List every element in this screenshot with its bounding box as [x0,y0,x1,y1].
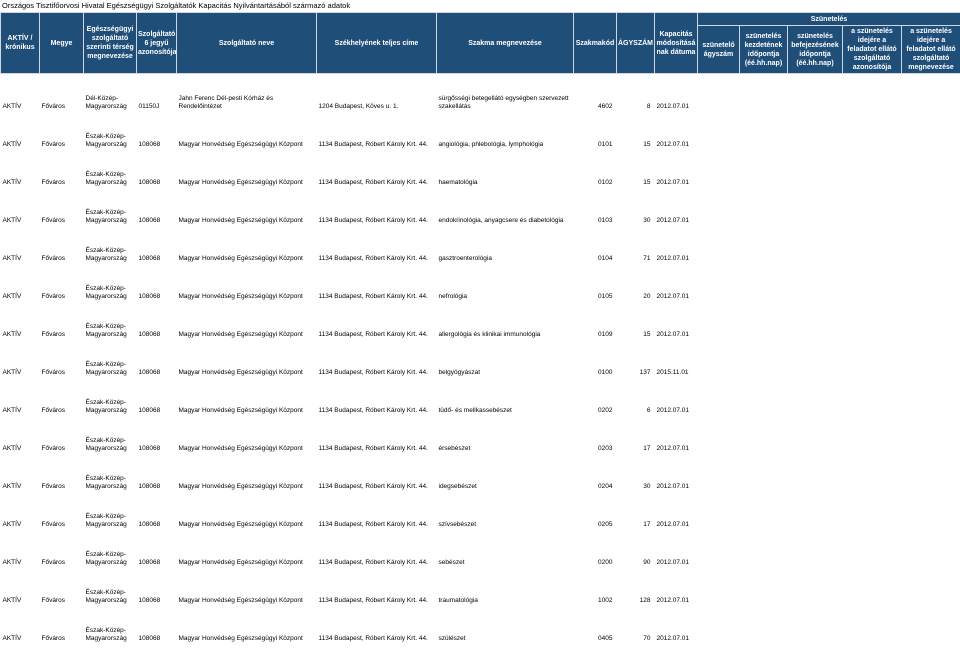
cell-beds: 6 [646,407,651,414]
cell-mod-date: 2012.07.01 [656,293,690,300]
cell-type: AKTÍV [2,483,22,490]
cell-provider-name: Magyar Honvédség Egészségügyi Központ [178,445,303,452]
cell-suspended-beds [698,492,740,530]
cell-provider-id: 108068 [138,483,161,490]
cell-county: Főváros [41,293,65,300]
cell-type: AKTÍV [2,559,22,566]
cell-suspension-end [788,378,843,416]
cell-provider-id: 108068 [138,141,161,148]
table-row [1,378,960,416]
cell-code: 0100 [598,369,613,376]
cell-code: 0101 [598,141,613,148]
cell-substitute-id [843,492,902,530]
cell-mod-date: 2012.07.01 [656,559,690,566]
cell-provider-id: 108068 [138,255,161,262]
cell-substitute-name [902,188,960,226]
cell-substitute-id [843,454,902,492]
cell-beds: 8 [646,103,651,110]
cell-suspended-beds [698,112,740,150]
cell-provider-name: Magyar Honvédség Egészségügyi Központ [178,293,303,300]
cell-substitute-id [843,530,902,568]
document-title: Országos Tisztifőorvosi Hivatal Egészségügyi Szolgáltatók Kapacitás Nyilvántartásából származó adatok [0,0,960,12]
cell-code: 0405 [598,635,613,642]
cell-beds: 30 [643,217,651,224]
cell-county: Főváros [41,179,65,186]
cell-provider-name: Magyar Honvédség Egészségügyi Központ [178,179,303,186]
cell-provider-id: 108068 [138,445,161,452]
cell-provider-name: Magyar Honvédség Egészségügyi Központ [178,331,303,338]
cell-suspension-end [788,264,843,302]
cell-suspended-beds [698,530,740,568]
col-header-substitute-id: a szünetelés idejére a feladatot ellátó szolgáltató azonosítója [843,26,902,74]
cell-address: 1134 Budapest, Róbert Károly Krt. 44. [318,255,428,262]
cell-mod-date: 2015.11.01 [656,369,689,376]
cell-mod-date: 2012.07.01 [656,217,690,224]
cell-mod-date: 2012.07.01 [656,635,690,642]
col-header-county: Megye [40,13,84,74]
cell-suspension-start [740,74,788,113]
cell-provider-id: 108068 [138,559,161,566]
cell-provider-name: Magyar Honvédség Egészségügyi Központ [178,141,303,148]
col-header-suspension-end: szünetelés befejezésének időpontja (éé.hh.nap) [788,26,843,74]
cell-address: 1134 Budapest, Róbert Károly Krt. 44. [318,141,428,148]
capacity-table [0,12,960,644]
cell-specialty: angiológia, phlebológia, lymphológia [438,141,544,148]
cell-beds: 15 [643,331,651,338]
cell-suspension-start [740,378,788,416]
cell-substitute-id [843,226,902,264]
cell-mod-date: 2012.07.01 [656,255,690,262]
cell-mod-date: 2012.07.01 [656,407,690,414]
cell-substitute-id [843,568,902,606]
cell-mod-date: 2012.07.01 [656,331,690,338]
cell-specialty: endokrinológia, anyagcsere és diabetológia [438,217,564,224]
cell-region: Észak-Közép-Magyarország [85,399,127,414]
cell-specialty: szívsebészet [438,521,477,528]
cell-code: 0104 [598,255,613,262]
cell-type: AKTÍV [2,217,22,224]
cell-beds: 70 [643,635,651,642]
cell-provider-id: 108068 [138,369,161,376]
cell-address: 1134 Budapest, Róbert Károly Krt. 44. [318,597,428,604]
cell-specialty: tüdő- és mellkassebészet [438,407,512,414]
table-row [1,340,960,378]
cell-code: 0105 [598,293,613,300]
cell-suspended-beds [698,150,740,188]
table-row [1,188,960,226]
table-row [1,112,960,150]
cell-type: AKTÍV [2,407,22,414]
cell-type: AKTÍV [2,141,22,148]
cell-suspension-start [740,340,788,378]
cell-county: Főváros [41,407,65,414]
cell-specialty: belgyógyászat [438,369,481,376]
cell-county: Főváros [41,331,65,338]
cell-specialty: sebészet [438,559,465,566]
cell-substitute-name [902,112,960,150]
cell-type: AKTÍV [2,179,22,186]
cell-suspension-start [740,568,788,606]
cell-beds: 30 [643,483,651,490]
cell-suspended-beds [698,226,740,264]
cell-substitute-name [902,454,960,492]
cell-code: 0205 [598,521,613,528]
col-header-address: Székhelyének teljes címe [317,13,437,74]
cell-suspension-start [740,188,788,226]
cell-county: Főváros [41,445,65,452]
cell-substitute-id [843,606,902,644]
cell-region: Dél-Közép-Magyarország [85,95,127,110]
cell-suspension-start [740,454,788,492]
cell-region: Észak-Közép-Magyarország [85,627,127,642]
cell-suspended-beds [698,340,740,378]
cell-specialty: nefrológia [438,293,468,300]
cell-substitute-id [843,74,902,113]
cell-substitute-name [902,606,960,644]
cell-suspension-end [788,74,843,113]
cell-beds: 137 [639,369,651,376]
cell-county: Főváros [41,141,65,148]
cell-suspension-start [740,226,788,264]
cell-code: 0102 [598,179,613,186]
cell-region: Észak-Közép-Magyarország [85,437,127,452]
cell-specialty: allergológia és klinikai immunológia [438,331,541,338]
cell-substitute-name [902,226,960,264]
cell-suspended-beds [698,264,740,302]
cell-substitute-name [902,530,960,568]
cell-provider-id: 108068 [138,635,161,642]
cell-specialty: érsebészet [438,445,471,452]
cell-provider-name: Magyar Honvédség Egészségügyi Központ [178,635,303,642]
table-body [1,74,960,645]
cell-code: 0109 [598,331,613,338]
cell-suspension-end [788,606,843,644]
cell-type: AKTÍV [2,597,22,604]
cell-suspension-start [740,530,788,568]
cell-suspension-start [740,606,788,644]
cell-type: AKTÍV [2,445,22,452]
cell-code: 1002 [598,597,613,604]
cell-suspension-end [788,188,843,226]
cell-suspension-start [740,264,788,302]
cell-suspension-start [740,492,788,530]
table-row [1,150,960,188]
cell-suspension-start [740,302,788,340]
cell-substitute-name [902,74,960,113]
cell-provider-id: 108068 [138,217,161,224]
cell-substitute-id [843,416,902,454]
cell-mod-date: 2012.07.01 [656,483,690,490]
cell-address: 1134 Budapest, Róbert Károly Krt. 44. [318,445,428,452]
cell-suspension-end [788,492,843,530]
cell-address: 1134 Budapest, Róbert Károly Krt. 44. [318,331,428,338]
cell-address: 1134 Budapest, Róbert Károly Krt. 44. [318,293,428,300]
cell-provider-id: 108068 [138,179,161,186]
cell-provider-name: Magyar Honvédség Egészségügyi Központ [178,217,303,224]
table-row [1,416,960,454]
table-row [1,606,960,644]
col-header-provider-name: Szolgáltató neve [177,13,317,74]
col-header-region: Egészségügyi szolgáltató szerinti térség megnevezése [84,13,137,74]
cell-code: 0200 [598,559,613,566]
cell-specialty: idegsebészet [438,483,477,490]
cell-substitute-id [843,112,902,150]
cell-suspension-end [788,112,843,150]
cell-suspended-beds [698,188,740,226]
cell-substitute-name [902,302,960,340]
cell-substitute-id [843,264,902,302]
cell-type: AKTÍV [2,521,22,528]
cell-suspension-start [740,112,788,150]
cell-region: Észak-Közép-Magyarország [85,361,127,376]
cell-provider-name: Magyar Honvédség Egészségügyi Központ [178,407,303,414]
cell-specialty: szülészet [438,635,466,642]
cell-specialty: sürgősségi betegellátó egységben szervezett szakellátás [438,95,569,110]
cell-substitute-name [902,492,960,530]
cell-suspension-end [788,568,843,606]
cell-mod-date: 2012.07.01 [656,103,690,110]
cell-beds: 15 [643,179,651,186]
cell-provider-id: 01150J [138,103,160,110]
cell-substitute-id [843,150,902,188]
cell-suspended-beds [698,74,740,113]
col-header-group-suspension: Szünetelés [698,13,960,26]
cell-suspension-start [740,416,788,454]
cell-beds: 17 [643,445,651,452]
cell-provider-name: Jahn Ferenc Dél-pesti Kórház és Rendelőintézet [178,95,274,110]
cell-beds: 20 [643,293,651,300]
cell-code: 0103 [598,217,613,224]
cell-suspension-start [740,150,788,188]
cell-county: Főváros [41,559,65,566]
cell-code: 0203 [598,445,613,452]
cell-type: AKTÍV [2,293,22,300]
cell-provider-id: 108068 [138,293,161,300]
cell-type: AKTÍV [2,103,22,110]
cell-suspension-end [788,454,843,492]
table-row [1,226,960,264]
cell-code: 0204 [598,483,613,490]
cell-specialty: traumatológia [438,597,478,604]
col-header-mod-date: Kapacitás módosításá nak dátuma [655,13,698,74]
cell-specialty: gasztroenterológia [438,255,492,262]
cell-provider-name: Magyar Honvédség Egészségügyi Központ [178,597,303,604]
cell-suspended-beds [698,568,740,606]
cell-beds: 15 [643,141,651,148]
cell-suspended-beds [698,378,740,416]
cell-mod-date: 2012.07.01 [656,179,690,186]
table-row [1,530,960,568]
cell-address: 1134 Budapest, Róbert Károly Krt. 44. [318,369,428,376]
cell-region: Észak-Közép-Magyarország [85,513,127,528]
cell-suspended-beds [698,416,740,454]
cell-substitute-id [843,302,902,340]
cell-provider-id: 108068 [138,407,161,414]
col-header-provider-id: Szolgáltató 6 jegyű azonosítója [137,13,177,74]
cell-county: Főváros [41,103,65,110]
cell-address: 1204 Budapest, Köves u. 1. [318,103,399,110]
table-row [1,568,960,606]
cell-suspension-end [788,530,843,568]
cell-suspension-end [788,226,843,264]
cell-suspension-end [788,302,843,340]
cell-substitute-name [902,568,960,606]
cell-address: 1134 Budapest, Róbert Károly Krt. 44. [318,217,428,224]
cell-provider-name: Magyar Honvédség Egészségügyi Központ [178,559,303,566]
cell-beds: 128 [639,597,651,604]
cell-address: 1134 Budapest, Róbert Károly Krt. 44. [318,559,428,566]
cell-beds: 17 [643,521,651,528]
cell-type: AKTÍV [2,369,22,376]
cell-mod-date: 2012.07.01 [656,597,690,604]
cell-code: 4602 [598,103,613,110]
cell-suspended-beds [698,454,740,492]
cell-type: AKTÍV [2,635,22,642]
cell-county: Főváros [41,483,65,490]
col-header-specialty: Szakma megnevezése [437,13,574,74]
cell-address: 1134 Budapest, Róbert Károly Krt. 44. [318,521,428,528]
cell-substitute-name [902,378,960,416]
cell-beds: 90 [643,559,651,566]
cell-address: 1134 Budapest, Róbert Károly Krt. 44. [318,179,428,186]
cell-region: Észak-Közép-Magyarország [85,133,127,148]
cell-substitute-id [843,188,902,226]
col-header-substitute-name: a szünetelés idejére a feladatot ellátó szolgáltató megnevezése [902,26,960,74]
table-row [1,492,960,530]
col-header-suspension-start: szünetelés kezdetének időpontja (éé.hh.nap) [740,26,788,74]
cell-region: Észak-Közép-Magyarország [85,551,127,566]
cell-region: Észak-Közép-Magyarország [85,209,127,224]
cell-mod-date: 2012.07.01 [656,445,690,452]
cell-substitute-name [902,340,960,378]
cell-region: Észak-Közép-Magyarország [85,247,127,262]
cell-county: Főváros [41,217,65,224]
cell-address: 1134 Budapest, Róbert Károly Krt. 44. [318,407,428,414]
cell-county: Főváros [41,255,65,262]
cell-region: Észak-Közép-Magyarország [85,171,127,186]
cell-provider-name: Magyar Honvédség Egészségügyi Központ [178,521,303,528]
cell-substitute-name [902,264,960,302]
cell-provider-name: Magyar Honvédség Egészségügyi Központ [178,483,303,490]
table-row [1,264,960,302]
cell-suspension-end [788,340,843,378]
col-header-suspended-beds: szünetelő ágyszám [698,26,740,74]
table-row [1,74,960,113]
cell-mod-date: 2012.07.01 [656,521,690,528]
cell-substitute-name [902,416,960,454]
col-header-beds: ÁGYSZÁM [617,13,655,74]
cell-county: Főváros [41,635,65,642]
cell-region: Észak-Közép-Magyarország [85,285,127,300]
cell-provider-id: 108068 [138,331,161,338]
cell-county: Főváros [41,597,65,604]
cell-region: Észak-Közép-Magyarország [85,323,127,338]
cell-region: Észak-Közép-Magyarország [85,589,127,604]
table-row [1,454,960,492]
cell-substitute-name [902,150,960,188]
cell-mod-date: 2012.07.01 [656,141,690,148]
cell-suspended-beds [698,302,740,340]
cell-provider-id: 108068 [138,521,161,528]
cell-provider-name: Magyar Honvédség Egészségügyi Központ [178,369,303,376]
cell-provider-name: Magyar Honvédség Egészségügyi Központ [178,255,303,262]
cell-specialty: haematológia [438,179,478,186]
cell-code: 0202 [598,407,613,414]
cell-county: Főváros [41,369,65,376]
cell-address: 1134 Budapest, Róbert Károly Krt. 44. [318,635,428,642]
cell-provider-id: 108068 [138,597,161,604]
cell-substitute-id [843,378,902,416]
cell-suspension-end [788,416,843,454]
cell-suspended-beds [698,606,740,644]
cell-region: Észak-Közép-Magyarország [85,475,127,490]
cell-substitute-id [843,340,902,378]
cell-type: AKTÍV [2,255,22,262]
col-header-type: AKTÍV / krónikus [1,13,40,74]
col-header-code: Szakmakód [574,13,617,74]
cell-county: Főváros [41,521,65,528]
table-row [1,302,960,340]
cell-beds: 71 [643,255,651,262]
cell-type: AKTÍV [2,331,22,338]
cell-address: 1134 Budapest, Róbert Károly Krt. 44. [318,483,428,490]
cell-suspension-end [788,150,843,188]
